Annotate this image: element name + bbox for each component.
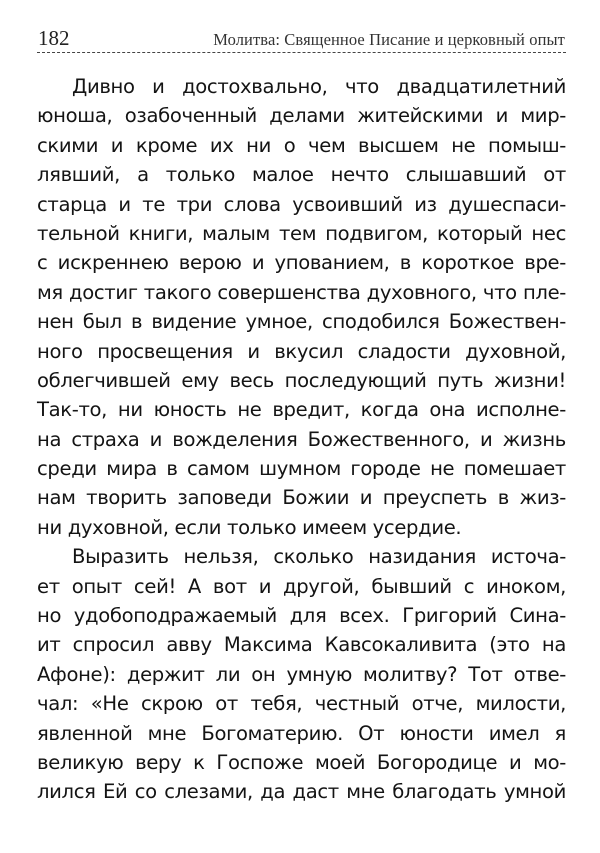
body-text [37, 72, 566, 807]
text-line: но удобоподражаемый для всех. Григорий Сина- [37, 604, 566, 628]
text-line: лявший, а только малое нечто слышавший от [37, 163, 566, 187]
text-line: облегчившей ему весь последующий путь жизни! [37, 368, 566, 392]
text-line: мя достиг такого совершенства духовного, что пле- [37, 280, 566, 304]
text-line: скими и кроме их ни о чем высшем не помыш- [37, 133, 566, 157]
text-line: великую веру к Госпоже моей Богородице и мо- [37, 750, 566, 774]
text-line: с искреннею верою и упованием, в короткое вре- [37, 251, 566, 275]
text-line: Дивно и достохвально, что двадцатилетний [72, 75, 566, 98]
page-number: 182 [38, 26, 70, 50]
paragraph-2 [37, 542, 566, 807]
text-line: нен был в видение умное, сподобился Божествен- [37, 310, 566, 334]
text-line: среди мира в самом шумном городе не помешает [37, 457, 566, 481]
text-line: ит спросил авву Максима Кавсокаливита (это на [37, 633, 566, 657]
text-line: нам творить заповеди Божии и преуспеть в жиз- [37, 486, 566, 510]
text-line: ного просвещения и вкусил сладости духовной, [37, 339, 566, 363]
text-line: Так-то, ни юность не вредит, когда она исполне- [37, 398, 566, 422]
text-line: тельной книги, малым тем подвигом, который нес [37, 221, 566, 245]
running-title: Молитва: Священное Писание и церковный опыт [213, 30, 565, 49]
text-line: ни духовной, если только имеем усердие. [37, 515, 462, 539]
paragraph-1 [37, 72, 566, 542]
text-line: юноша, озабоченный делами житейскими и мир- [37, 104, 566, 128]
text-line: Выразить нельзя, сколько назидания источа- [72, 545, 566, 569]
text-line: чал: «Не скрою от тебя, честный отче, милости, [37, 692, 566, 716]
text-line: ет опыт сей! А вот и другой, бывший с иноком, [37, 574, 566, 598]
text-line: на страха и вожделения Божественного, и жизнь [37, 427, 566, 451]
text-line: лился Ей со слезами, да даст мне благодать умной [37, 780, 566, 804]
text-line: Афоне): держит ли он умную молитву? Тот отве- [37, 662, 566, 686]
running-head [38, 26, 565, 50]
header-rule [37, 52, 566, 53]
text-line: старца и те три слова усвоивший из душеспаси- [37, 192, 566, 216]
text-line: явленной мне Богоматерию. От юности имел я [37, 721, 566, 745]
